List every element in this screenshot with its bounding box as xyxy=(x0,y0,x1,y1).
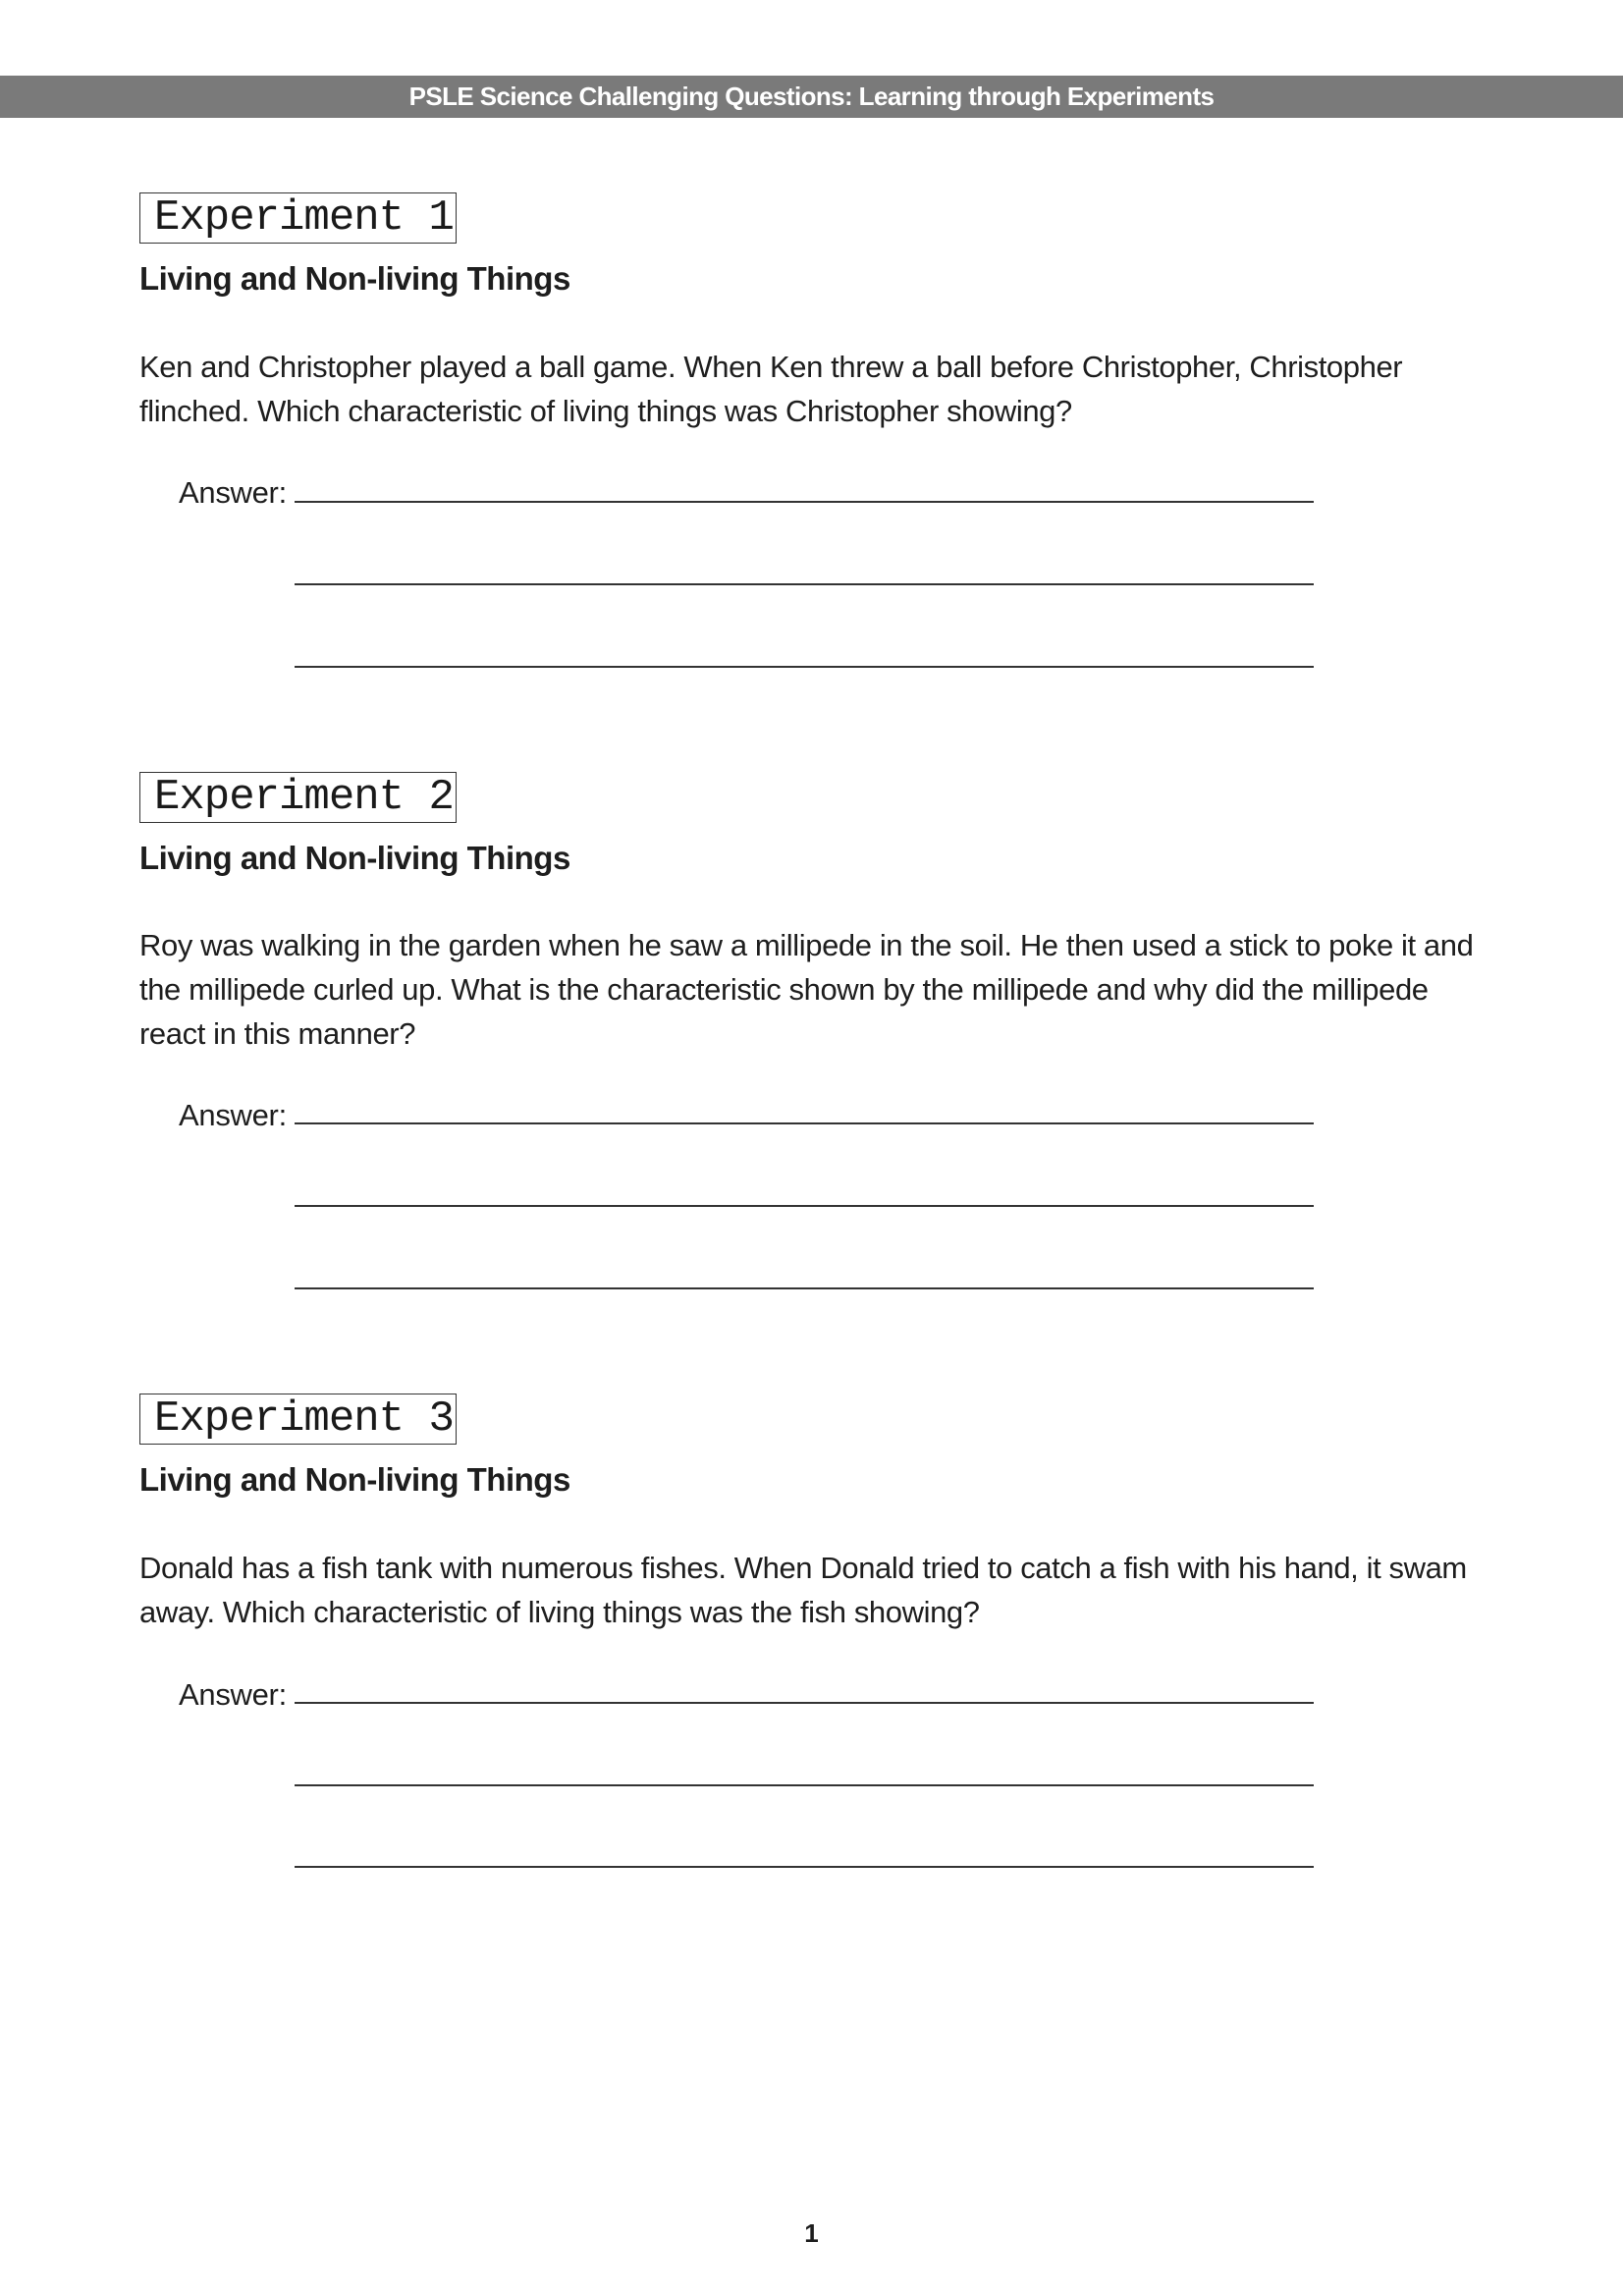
experiment-3-topic: Living and Non-living Things xyxy=(139,1461,570,1498)
experiment-3-question: Donald has a fish tank with numerous fishes. When Donald tried to catch a fish with his hand, it swam away. Which characteristic of living things was the fish showing? xyxy=(139,1551,1467,1629)
experiment-2-title-box: Experiment 2 xyxy=(139,772,457,823)
experiment-2-answer-line-1[interactable] xyxy=(295,1122,1314,1124)
experiment-1-topic: Living and Non-living Things xyxy=(139,260,570,297)
experiment-2-topic: Living and Non-living Things xyxy=(139,840,570,876)
experiment-1-answer-line-2[interactable] xyxy=(295,583,1314,585)
experiment-2-answer-label: Answer: xyxy=(179,1098,287,1132)
experiment-3-answer-line-3[interactable] xyxy=(295,1866,1314,1868)
experiment-1-question: Ken and Christopher played a ball game. When Ken threw a ball before Christopher, Christopher flinched. Which characteristic of living things was Christopher showing? xyxy=(139,350,1403,428)
experiment-1-answer-line-1[interactable] xyxy=(295,501,1314,503)
experiment-2-answer-line-3[interactable] xyxy=(295,1287,1314,1289)
experiment-1-answer-line-3[interactable] xyxy=(295,666,1314,668)
experiment-2-answer-line-2[interactable] xyxy=(295,1205,1314,1207)
experiment-3-answer-line-2[interactable] xyxy=(295,1784,1314,1786)
experiment-2-question: Roy was walking in the garden when he saw a millipede in the soil. He then used a stick to poke it and the millipede curled up. What is the characteristic shown by the millipede and why did the millipede react in this manner? xyxy=(139,928,1474,1051)
experiment-3-answer-line-1[interactable] xyxy=(295,1702,1314,1704)
page-number: 1 xyxy=(804,2218,819,2248)
experiment-1-title-box: Experiment 1 xyxy=(139,192,457,244)
experiment-3-answer-label: Answer: xyxy=(179,1677,287,1712)
experiment-3-title-box: Experiment 3 xyxy=(139,1394,457,1445)
running-header: PSLE Science Challenging Questions: Learning through Experiments xyxy=(0,76,1623,118)
experiment-1-answer-label: Answer: xyxy=(179,475,287,510)
